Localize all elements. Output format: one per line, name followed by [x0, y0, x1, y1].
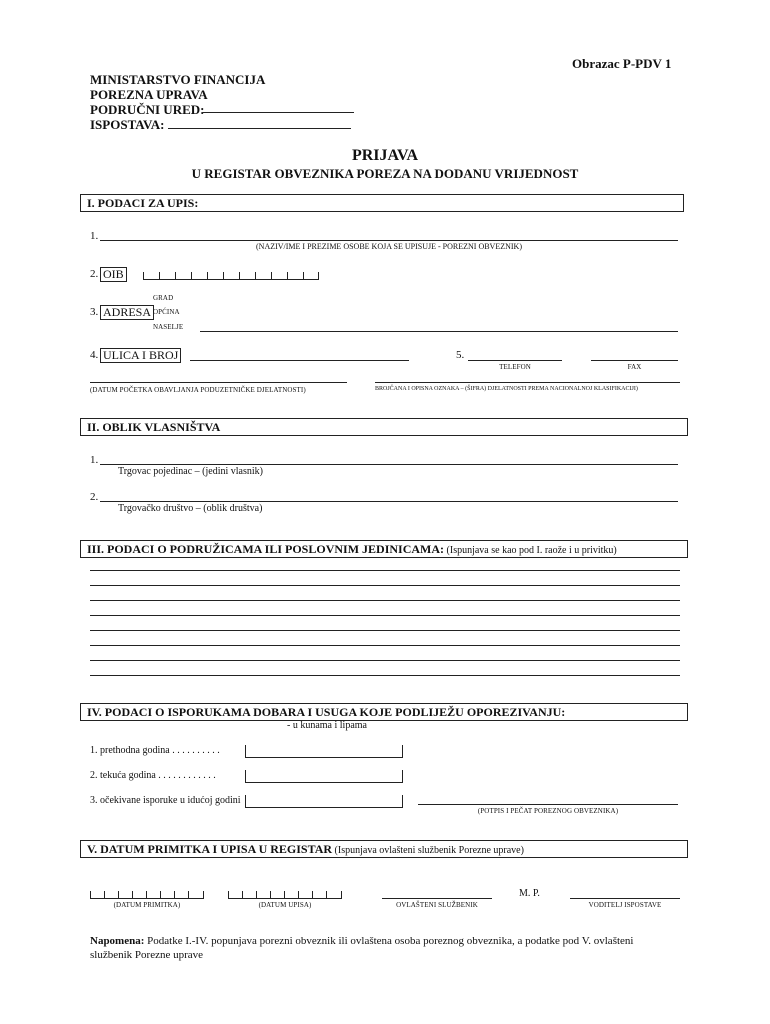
- unit-note: - u kunama i lipama: [287, 720, 367, 731]
- section-2-heading-text: II. OBLIK VLASNIŠTVA: [87, 420, 221, 434]
- section-1-heading: [80, 194, 684, 212]
- taxpayer-name-field[interactable]: [100, 240, 678, 241]
- start-date-field[interactable]: [90, 382, 347, 383]
- section-5-heading-text: V. DATUM PRIMITKA I UPISA U REGISTAR: [87, 842, 333, 856]
- branch-line-8[interactable]: [90, 675, 680, 676]
- next-year-field[interactable]: [245, 795, 403, 808]
- current-year-label: 2. tekuća godina . . . . . . . . . . . .: [90, 770, 216, 781]
- section-5-note: (Ispunjava ovlašteni službenik Porezne uprave): [332, 845, 524, 856]
- signature-caption: (POTPIS I PEČAT POREZNOG OBVEZNIKA): [477, 807, 619, 815]
- activity-code-caption: BROJČANA I OPISNA OZNAKA – (ŠIFRA) DJELATNOSTI PREMA NACIONALNOJ KLASIFIKACIJI): [375, 386, 638, 392]
- item-3-number: 3.: [90, 306, 99, 318]
- company-caption: Trgovačko društvo – (oblik društva): [118, 503, 263, 514]
- stamp-placeholder: M. P.: [519, 888, 540, 899]
- previous-year-label: 1. prethodna godina . . . . . . . . . .: [90, 745, 220, 756]
- sole-trader-caption: Trgovac pojedinac – (jedini vlasnik): [118, 466, 263, 477]
- section-2-heading: [80, 418, 688, 436]
- company-field[interactable]: [100, 501, 678, 502]
- regional-office-label: PODRUČNI URED:: [90, 102, 205, 117]
- street-field[interactable]: [190, 360, 409, 361]
- phone-caption: TELEFON: [499, 363, 531, 371]
- branch-line-6[interactable]: [90, 645, 680, 646]
- address-field[interactable]: [200, 331, 678, 332]
- section-3-heading: [80, 540, 688, 558]
- phone-field[interactable]: [468, 360, 562, 361]
- entry-date-caption: (DATUM UPISA): [258, 901, 312, 909]
- next-year-label: 3. očekivane isporuke u idućoj godini: [90, 795, 241, 806]
- section-4-heading-text: IV. PODACI O ISPORUKAMA DOBARA I USUGA KOJE PODLIJEŽU OPOREZIVANJU:: [87, 705, 566, 719]
- start-date-caption: (DATUM POČETKA OBAVLJANJA PODUZETNIČKE DJELATNOSTI): [90, 386, 306, 394]
- form-title: PRIJAVA: [351, 147, 419, 164]
- previous-year-field[interactable]: [245, 745, 403, 758]
- activity-code-field[interactable]: [375, 382, 680, 383]
- footnote-line-1: [90, 934, 682, 948]
- regional-office-field[interactable]: [203, 112, 354, 113]
- branch-line-5[interactable]: [90, 630, 680, 631]
- branch-label: ISPOSTAVA:: [90, 117, 165, 132]
- head-signature-field[interactable]: [570, 898, 680, 899]
- section-1-heading-text: I. PODACI ZA UPIS:: [87, 196, 199, 210]
- street-label: ULICA I BROJ: [100, 348, 181, 363]
- branch-line-3[interactable]: [90, 600, 680, 601]
- ministry-name: MINISTARSTVO FINANCIJA: [90, 72, 266, 87]
- oib-label: OIB: [100, 267, 127, 282]
- taxpayer-name-caption: (NAZIV/IME I PREZIME OSOBE KOJA SE UPISUJE - POREZNI OBVEZNIK): [256, 242, 522, 251]
- naselje-label: NASELJE: [153, 323, 184, 331]
- branch-line-4[interactable]: [90, 615, 680, 616]
- officer-signature-field[interactable]: [382, 898, 492, 899]
- form-subtitle: U REGISTAR OBVEZNIKA POREZA NA DODANU VRIJEDNOST: [191, 166, 579, 181]
- footnote-text-1: Podatke I.-IV. popunjava porezni obveznik ili ovlaštena osoba poreznog obveznika, a podatke pod V. ovlašteni: [144, 935, 634, 947]
- taxpayer-signature-field[interactable]: [418, 804, 678, 805]
- ownership-1-number: 1.: [90, 454, 99, 466]
- opcina-label: OPĆINA: [153, 308, 180, 316]
- head-caption: VODITELJ ISPOSTAVE: [588, 901, 662, 909]
- sole-trader-field[interactable]: [100, 464, 678, 465]
- item-5-number: 5.: [456, 349, 465, 361]
- grad-label: GRAD: [153, 294, 174, 302]
- header-block: [90, 72, 265, 132]
- branch-field[interactable]: [168, 128, 351, 129]
- section-3-heading-text: III. PODACI O PODRUŽICAMA ILI POSLOVNIM JEDINICAMA:: [87, 542, 445, 556]
- section-5-heading: [80, 840, 688, 858]
- item-2-number: 2.: [90, 268, 99, 280]
- footnote-text-2: službenik Porezne uprave: [90, 949, 204, 961]
- address-label: ADRESA: [100, 305, 154, 320]
- footnote: [90, 934, 682, 962]
- oib-digit-boxes[interactable]: [143, 268, 319, 280]
- fax-caption: FAX: [627, 363, 642, 371]
- fax-field[interactable]: [591, 360, 678, 361]
- footnote-label: Napomena:: [90, 935, 145, 947]
- officer-caption: OVLAŠTENI SLUŽBENIK: [396, 901, 478, 909]
- branch-line-7[interactable]: [90, 660, 680, 661]
- receipt-date-boxes[interactable]: [90, 889, 204, 899]
- section-4-heading: [80, 703, 688, 721]
- ownership-2-number: 2.: [90, 491, 99, 503]
- tax-office-name: POREZNA UPRAVA: [90, 87, 208, 102]
- branch-line-2[interactable]: [90, 585, 680, 586]
- branch-line-1[interactable]: [90, 570, 680, 571]
- form-code: Obrazac P-PDV 1: [572, 56, 672, 71]
- item-4-number: 4.: [90, 349, 99, 361]
- current-year-field[interactable]: [245, 770, 403, 783]
- entry-date-boxes[interactable]: [228, 889, 342, 899]
- item-1-number: 1.: [90, 230, 99, 242]
- receipt-date-caption: (DATUM PRIMITKA): [113, 901, 181, 909]
- section-3-note: (Ispunjava se kao pod I. raože i u privitku): [444, 545, 617, 556]
